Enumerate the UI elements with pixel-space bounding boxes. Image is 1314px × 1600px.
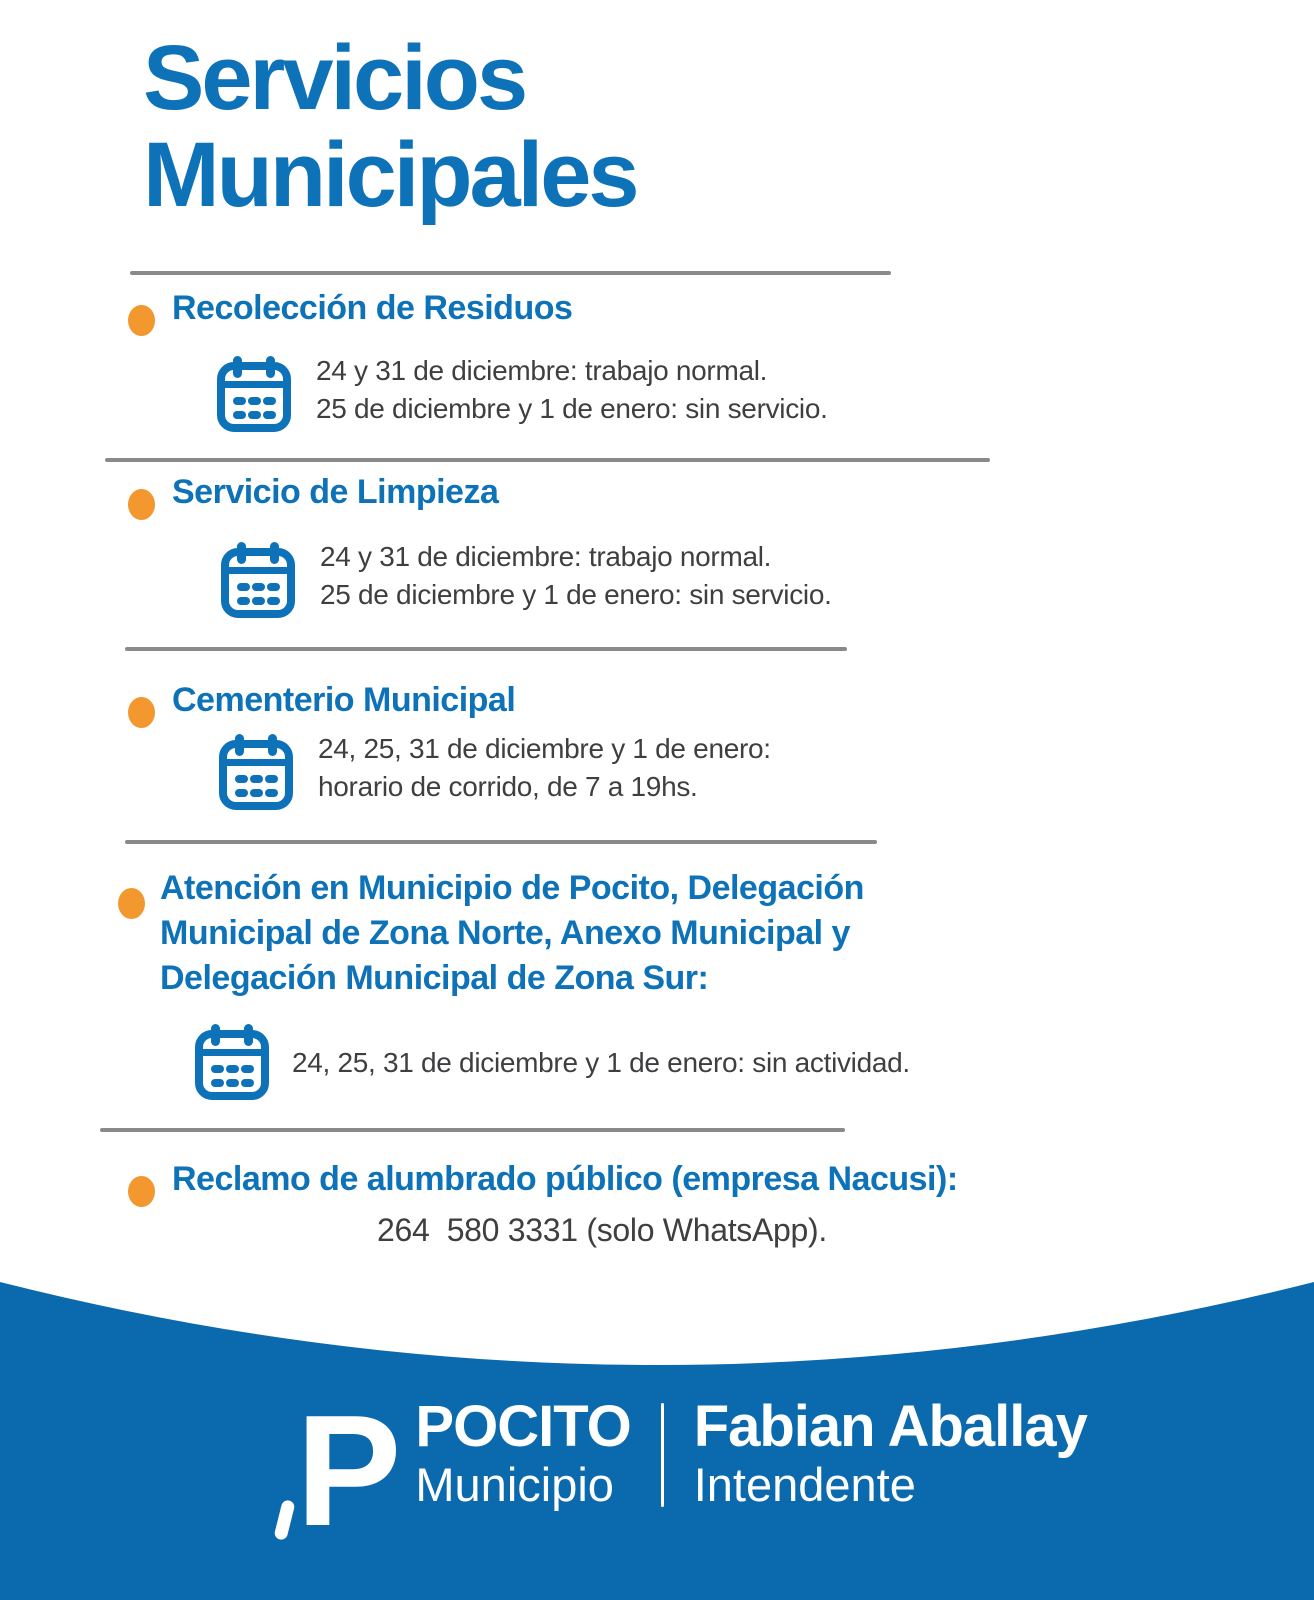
person-name: Fabian Aballay: [693, 1394, 1087, 1459]
schedule-line: 25 de diciembre y 1 de enero: sin servicio.: [320, 579, 832, 610]
bullet-dot-icon: [128, 1176, 155, 1207]
bullet-dot-icon: [128, 305, 155, 336]
calendar-icon: [219, 540, 297, 620]
bullet-dot-icon: [128, 697, 155, 728]
schedule-line: 25 de diciembre y 1 de enero: sin servicio.: [316, 393, 828, 424]
schedule-line: 24, 25, 31 de diciembre y 1 de enero:: [318, 733, 771, 764]
section-heading: [160, 866, 864, 1001]
section-schedule: [320, 538, 832, 614]
calendar-icon: [217, 732, 295, 812]
section-heading: Servicio de Limpieza: [172, 473, 499, 511]
person-block: [693, 1394, 1087, 1513]
brand-subtitle: Municipio: [415, 1458, 614, 1511]
section-divider: [125, 840, 877, 844]
section-schedule: [318, 730, 771, 806]
section-heading: Recolección de Residuos: [172, 289, 573, 327]
page-title: Servicios Municipales: [143, 27, 637, 226]
footer-vertical-divider: [661, 1403, 664, 1507]
section-divider: [105, 458, 990, 462]
phone-number: 264 580 3331 (solo WhatsApp).: [377, 1212, 827, 1248]
schedule-line: 24 y 31 de diciembre: trabajo normal.: [316, 355, 768, 386]
heading-line: Delegación Municipal de Zona Sur:: [160, 959, 709, 997]
footer: [0, 1252, 1314, 1600]
schedule-line: 24, 25, 31 de diciembre y 1 de enero: sin actividad.: [292, 1047, 910, 1078]
calendar-icon: [193, 1022, 271, 1102]
section-divider: [100, 1128, 845, 1132]
footer-logo-row: [278, 1380, 1087, 1559]
bullet-dot-icon: [128, 489, 155, 520]
section-heading: Reclamo de alumbrado público (empresa Nacusi):: [172, 1160, 958, 1198]
heading-line: Municipal de Zona Norte, Anexo Municipal y: [160, 914, 850, 952]
pocito-logo-icon: [278, 1383, 415, 1559]
heading-line: Atención en Municipio de Pocito, Delegación: [160, 869, 864, 907]
schedule-line: horario de corrido, de 7 a 19hs.: [318, 771, 698, 802]
section-heading: Cementerio Municipal: [172, 681, 516, 719]
section-schedule: [292, 1044, 910, 1082]
bullet-dot-icon: [118, 888, 145, 919]
schedule-line: 24 y 31 de diciembre: trabajo normal.: [320, 541, 772, 572]
person-title: Intendente: [693, 1458, 916, 1511]
section-schedule: [316, 352, 828, 428]
brand-block: [415, 1394, 631, 1513]
logo-mark-letter: P: [296, 1383, 402, 1559]
section-divider: [125, 647, 847, 651]
calendar-icon: [215, 354, 293, 434]
brand-name: POCITO: [415, 1394, 631, 1459]
section-divider: [130, 271, 891, 275]
